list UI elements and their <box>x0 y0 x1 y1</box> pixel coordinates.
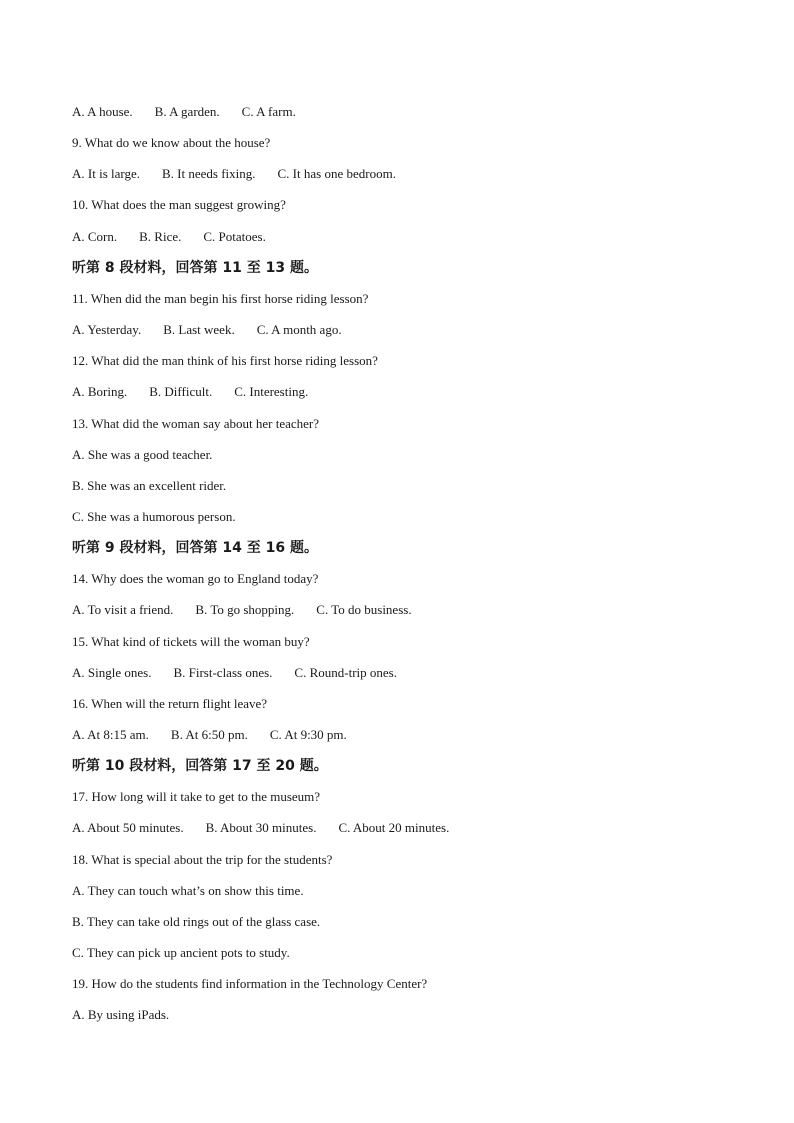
option-text: A. It is large. <box>72 166 140 182</box>
option-text: A. By using iPads. <box>72 1007 170 1023</box>
option-text: A. A house. <box>72 104 133 119</box>
options-row <box>72 665 397 681</box>
question-text: 14. Why does the woman go to England today? <box>72 571 319 587</box>
question-text: 10. What does the man suggest growing? <box>72 197 286 213</box>
options-row <box>72 322 342 338</box>
option-text: A. They can touch what’s on show this time. <box>72 882 304 898</box>
options-row <box>72 820 449 836</box>
option-text: B. They can take old rings out of the glass case. <box>72 913 321 929</box>
option-text: C. Interesting. <box>234 384 309 400</box>
option-text: A. Corn. <box>72 228 118 244</box>
option-text: B. At 6:50 pm. <box>170 727 248 742</box>
option-text: B. A garden. <box>154 104 220 119</box>
option-text: C. A farm. <box>241 104 296 119</box>
options-row <box>72 166 396 182</box>
options-row <box>72 602 412 618</box>
option-text: A. Single ones. <box>72 664 152 680</box>
option-text: A. At 8:15 am. <box>72 727 149 742</box>
question-text: 19. How do the students find information in the Technology Center? <box>72 976 428 992</box>
option-text: C. It has one bedroom. <box>277 166 396 182</box>
option-text: C. Potatoes. <box>203 228 266 244</box>
options-row <box>72 384 308 400</box>
option-text: A. She was a good teacher. <box>72 446 213 462</box>
option-text: C. She was a humorous person. <box>72 508 236 524</box>
option-text: B. About 30 minutes. <box>205 820 317 836</box>
option-text: B. First-class ones. <box>173 664 273 680</box>
option-text: C. About 20 minutes. <box>338 820 450 836</box>
option-text: C. They can pick up ancient pots to study. <box>72 945 290 961</box>
question-text: 15. What kind of tickets will the woman buy? <box>72 633 310 649</box>
question-text: 16. When will the return flight leave? <box>72 695 268 711</box>
section-heading: 听第 10 段材料，回答第 17 至 20 题。 <box>72 758 328 775</box>
section-heading: 听第 9 段材料，回答第 14 至 16 题。 <box>72 540 318 557</box>
option-text: A. About 50 minutes. <box>72 820 184 836</box>
option-text: A. To visit a friend. <box>72 602 174 618</box>
option-text: B. It needs fixing. <box>162 166 256 182</box>
options-row <box>72 229 266 245</box>
option-text: C. At 9:30 pm. <box>269 727 347 742</box>
option-text: C. To do business. <box>316 602 412 618</box>
option-text: B. Difficult. <box>149 384 213 400</box>
question-text: 13. What did the woman say about her teacher? <box>72 415 320 431</box>
question-text: 11. When did the man begin his first horse riding lesson? <box>72 290 369 306</box>
option-text: B. Rice. <box>139 228 182 244</box>
options-row <box>72 727 347 743</box>
option-text: C. A month ago. <box>256 322 342 338</box>
section-heading: 听第 8 段材料，回答第 11 至 13 题。 <box>72 259 318 276</box>
option-text: A. Boring. <box>72 384 128 400</box>
option-text: B. To go shopping. <box>195 602 295 618</box>
options-row <box>72 104 296 120</box>
question-text: 18. What is special about the trip for the students? <box>72 851 333 867</box>
option-text: C. Round-trip ones. <box>294 664 397 680</box>
question-text: 12. What did the man think of his first horse riding lesson? <box>72 353 378 369</box>
question-text: 9. What do we know about the house? <box>72 135 271 151</box>
option-text: A. Yesterday. <box>72 322 142 338</box>
question-text: 17. How long will it take to get to the museum? <box>72 789 321 805</box>
option-text: B. Last week. <box>163 322 235 338</box>
option-text: B. She was an excellent rider. <box>72 477 227 493</box>
